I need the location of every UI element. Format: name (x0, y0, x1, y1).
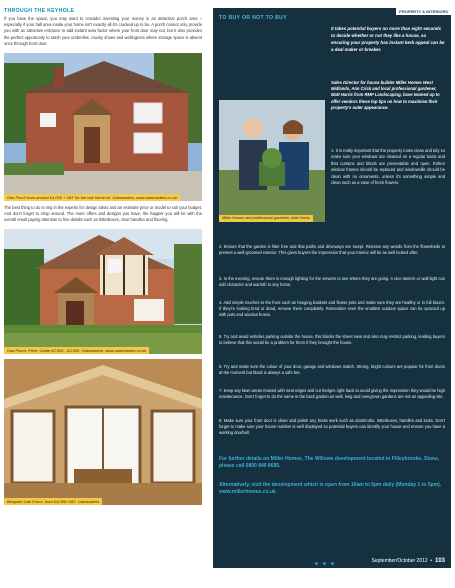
tip-5: 5. Try and avoid vehicles parking outside the house, this blocks the street view and also may restrict parking, leading buyers to believe that this would be a problem for them if they brought the house. (219, 334, 445, 346)
people-photo (219, 100, 325, 222)
tip-7: 7. Keep any lawn areas mowed with neat edges and cut hedges right back to avoid giving the impression they would be high maintenance. Don't forget to do the same in the back garden as well, long and overgrown gardens are not an appealing site. (219, 388, 445, 400)
brick-house-image (4, 53, 202, 201)
page-footer: September/October 2012 • 103 (371, 558, 445, 564)
photo-caption: Oak Porch from around £4,000 + VAT for the oak frame kit, Oakmasters, www.oakmasters.co.uk (4, 194, 180, 201)
section-heading: TO BUY OR NOT TO BUY (219, 15, 287, 21)
photo-caption: Bespoke Oak Porch, from £4,000+VAT. Oakmasters (4, 498, 102, 505)
right-column (213, 8, 451, 568)
porch-photo-2 (4, 229, 202, 354)
photo-caption: Miller Homes and professional gardener, Matt Harris (219, 215, 313, 222)
tip-1: 1. It is really important that the property looks clean and tidy so make sure your windows are cleaned on a regular basis and that curtains and blinds are presentable and open. Rotten window frames should be replaced and windowsills should be clean with no ornaments, unless it's something simple and clean such as a vase of fresh flowers. (331, 148, 445, 186)
section-tag: PROPERTY & INTERIORS (396, 8, 451, 15)
tip-3: 3. In the evening, ensure there is enough lighting for the viewers to see where they are going. A nice lantern or wall light can add character and warmth to any home. (219, 276, 445, 288)
left-column (4, 8, 202, 505)
tip-8: 8. Make sure your front door is clean and polish any brass work such as doorknobs, letterboxes, handles and locks. Don't forget to make sure your house number is well displayed so potential buyers can identify your house and ensure you have a working doorbell. (219, 418, 445, 436)
intro-quote: It takes potential buyers no more than eight seconds to decide whether or not they like a house, so ensuring your property has instant kerb appeal can be a deal maker or breaker. (331, 26, 445, 52)
oak-porch-interior-image (4, 359, 202, 505)
decorative-dot (315, 562, 318, 565)
second-paragraph: The best thing to do is ring in the experts for design ideas and an estimate price or model to suit your budget. And don't forget to shop around. The more offers and designs you have, the happier you will be with the overall result paying attention to fine details such as letterboxes, door handles and flooring. (4, 205, 202, 223)
porch-photo-1 (4, 53, 202, 201)
tip-2: 2. Ensure that the garden is litter free and that paths and driveways are swept. Remove any weeds from the flowerbeds to present a well-groomed exterior. This gives buyers the impression that your interior will be as well looked after. (219, 244, 445, 256)
page-number: 103 (434, 558, 445, 564)
contact-alternative: Alternatively, visit the development which is open from 10am to 5pm daily (Monday 1 to 5pm). www.millerhomes.co.uk (219, 482, 442, 496)
people-image (219, 100, 325, 222)
intro-paragraph: If you have the space, you may want to consider investing your money in an attractive porch area – especially if your hall area inside your home isn't exactly all it's cracked up to be. A porch cannot only provide you with an attractive entrance to add instant wow factor where your front door may not, but it also provides the perfect opportunity to stash your umbrellas, mucky shoes and wellingtons where storage space is absent once through front door. (4, 16, 202, 46)
decorative-dot (323, 562, 326, 565)
issue-date: September/October 2012 (371, 558, 428, 564)
tudor-house-image (4, 229, 202, 354)
decorative-dot (331, 562, 334, 565)
section-heading: THROUGH THE KEYHOLE (4, 8, 75, 14)
tip-4: 4. Add simple touches to the front such as hanging baskets and flower pots and make sure they are healthy or in full bloom. If they're looking tired or dead, remove them completely. Remember even the smallest outdoor space can be spruced up with pots and window boxes. (219, 300, 445, 318)
tip-6: 6. Try and make sure the colour of your door, garage and windows match. Strong, bright colours are popular for front doors at the moment but black is always a safe bet. (219, 364, 445, 376)
porch-photo-3 (4, 359, 202, 505)
contact-details: For further details on Miller Homes, The Willows development located in Filleybrooke, Stone, please call 0800 840 8695. (219, 456, 440, 470)
photo-caption: Oak Porch. Price: Guide £2,000 - £3,500. Oakmasters, www.oakmasters.co.uk (4, 347, 149, 354)
intro-byline: Sales Director for house builder Miller Homes West Midlands, Ann Crick and local professional gardener, Matt Harris from RMP Landscaping, have teamed up to offer vendors these top tips on how to maximise their property's outer appearance. (331, 80, 440, 110)
